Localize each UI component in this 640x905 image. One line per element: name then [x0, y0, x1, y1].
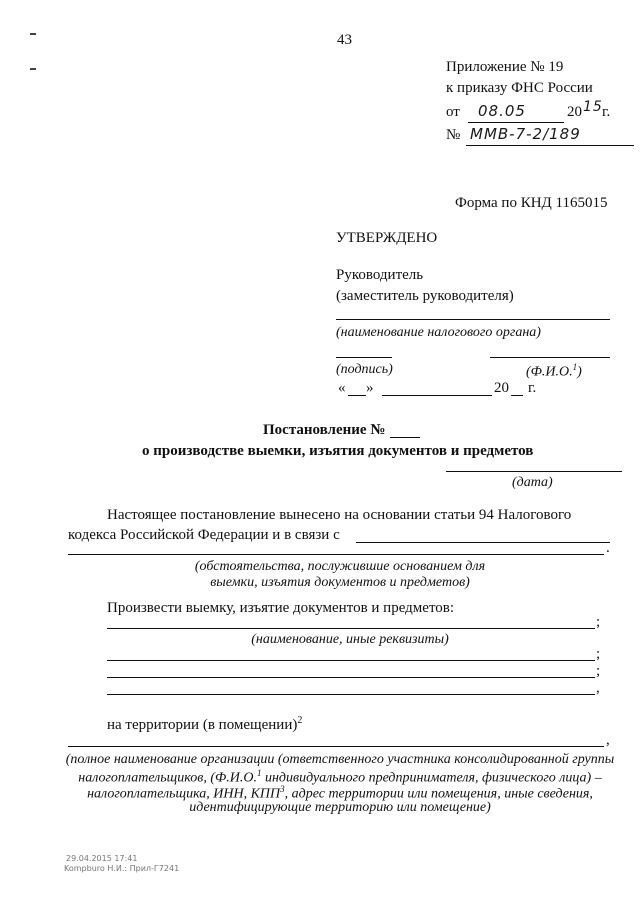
appendix-from-label: от [446, 104, 460, 120]
print-timestamp: 29.04.2015 17:41 [66, 854, 138, 863]
items-line2 [107, 660, 595, 661]
approval-title: УТВЕРЖДЕНО [336, 230, 438, 246]
resolution-number-line [390, 437, 420, 438]
items-line3 [107, 677, 595, 678]
signature-caption: (подпись) [336, 362, 393, 377]
approval-date-open: « [338, 380, 346, 396]
form-code: Форма по КНД 1165015 [455, 195, 608, 211]
appendix-line1: Приложение № 19 [446, 59, 564, 75]
handwritten-date: 08.05 [478, 102, 526, 120]
name-caption: (Ф.И.О.$^1$) [526, 362, 582, 380]
name-line [490, 357, 610, 358]
approval-day-line [348, 395, 366, 396]
year-prefix: 20 [567, 104, 582, 120]
basis-line2 [68, 554, 604, 555]
basis-period: . [606, 540, 610, 556]
resolution-title: Постановление № [263, 422, 386, 438]
organization-caption-line1: (полное наименование организации (ответственного участника консолидированной группы [65, 752, 615, 767]
items-semicolon2: ; [596, 646, 601, 662]
territory-comma: , [606, 732, 610, 748]
organization-caption-line3: налогоплательщика, ИНН, КПП$^3$, адрес территории или помещения, иные сведения, [87, 784, 593, 802]
resolution-date-line [446, 471, 622, 472]
order-number-label: № [446, 127, 461, 143]
items-semicolon3: ; [596, 663, 601, 679]
date-underline [468, 122, 564, 123]
approval-year-suffix: г. [528, 380, 537, 396]
authority-line [336, 319, 610, 320]
print-operator: Kompburo Н.И.: Прил-Г7241 [64, 864, 180, 873]
circumstances-caption-line2: выемки, изъятия документов и предметов) [210, 575, 470, 590]
items-caption: (наименование, иные реквизиты) [251, 632, 449, 647]
approval-month-line [382, 395, 492, 396]
scan-mark [30, 68, 36, 70]
authority-caption: (наименование налогового органа) [336, 325, 541, 340]
resolution-date-caption: (дата) [512, 475, 553, 490]
year-end: г. [602, 104, 611, 120]
basis-paragraph-line2: кодекса Российской Федерации и в связи с [68, 527, 340, 543]
territory-label: на территории (в помещении)$^2$ [107, 715, 303, 733]
basis-line1 [356, 542, 610, 543]
organization-caption-line2: налогоплательщиков, (Ф.И.О.$^1$ индивидуального предпринимателя, физического лица) – [78, 768, 602, 786]
items-comma: , [596, 680, 600, 696]
head-title-line2: (заместитель руководителя) [336, 288, 514, 304]
circumstances-caption-line1: (обстоятельства, послужившие основанием для [194, 559, 486, 574]
basis-paragraph-line1: Настоящее постановление вынесено на основании статьи 94 Налогового [107, 507, 572, 523]
territory-line [68, 746, 604, 747]
items-line1 [107, 628, 595, 629]
items-semicolon1: ; [596, 614, 601, 630]
page-number: 43 [337, 32, 352, 48]
approval-year-prefix: 20 [494, 380, 509, 396]
approval-year-line [511, 395, 523, 396]
organization-caption-line4: идентифицирующие территорию или помещение) [189, 800, 491, 815]
items-line4 [107, 694, 595, 695]
head-title-line1: Руководитель [336, 267, 424, 283]
resolution-subtitle: о производстве выемки, изъятия документов и предметов [142, 443, 534, 459]
appendix-line2: к приказу ФНС России [446, 80, 593, 96]
signature-line [336, 357, 392, 358]
scan-mark [30, 33, 36, 35]
handwritten-order-number: ММВ-7-2/189 [470, 125, 581, 143]
approval-date-close: » [366, 380, 374, 396]
handwritten-year: 15 [583, 99, 603, 115]
number-underline [466, 145, 634, 146]
seize-label: Произвести выемку, изъятие документов и предметов: [107, 600, 455, 616]
